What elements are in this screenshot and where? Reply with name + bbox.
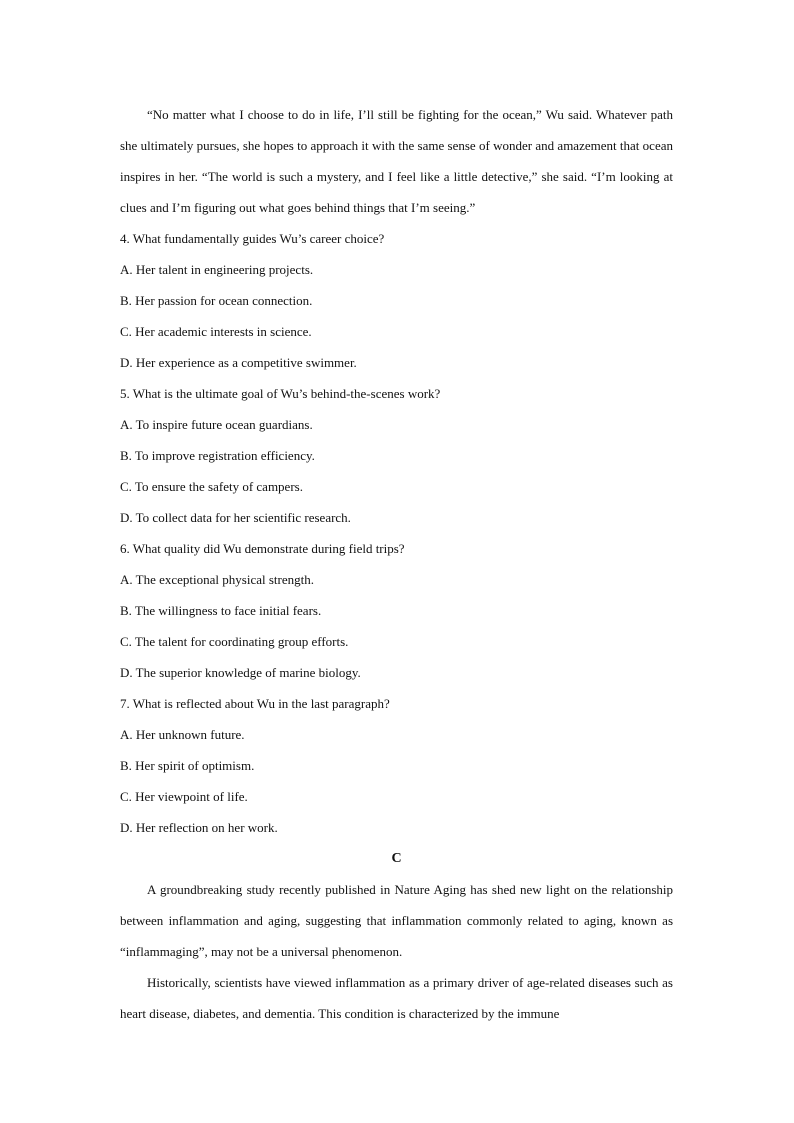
answer-option: C. Her viewpoint of life. — [120, 789, 248, 804]
answer-option: A. Her unknown future. — [120, 727, 245, 742]
question-stem: 4. What fundamentally guides Wu’s career choice? — [120, 231, 385, 246]
answer-option: A. Her talent in engineering projects. — [120, 262, 314, 277]
answer-option: D. Her experience as a competitive swimmer. — [120, 355, 357, 370]
question-block-4 — [120, 223, 673, 378]
answer-option: D. To collect data for her scientific research. — [120, 510, 351, 525]
answer-option: C. To ensure the safety of campers. — [120, 479, 303, 494]
question-block-6 — [120, 533, 673, 688]
question-block-5 — [120, 378, 673, 533]
answer-option: A. The exceptional physical strength. — [120, 572, 314, 587]
question-stem: 5. What is the ultimate goal of Wu’s behind-the-scenes work? — [120, 386, 441, 401]
answer-option: C. Her academic interests in science. — [120, 324, 312, 339]
answer-option: B. The willingness to face initial fears. — [120, 603, 322, 618]
section-c-paragraph-1: A groundbreaking study recently published in Nature Aging has shed new light on the relationship between inflammation and aging, suggesting that inflammation commonly related to aging, known as “inflammaging”, may not be a universal phenomenon. — [120, 882, 673, 959]
answer-option: C. The talent for coordinating group efforts. — [120, 634, 349, 649]
section-c-paragraph-2: Historically, scientists have viewed inflammation as a primary driver of age-related diseases such as heart disease, diabetes, and dementia. This condition is characterized by the immune — [120, 975, 673, 1021]
answer-option: B. Her passion for ocean connection. — [120, 293, 313, 308]
question-stem: 7. What is reflected about Wu in the last paragraph? — [120, 696, 390, 711]
answer-option: D. The superior knowledge of marine biology. — [120, 665, 361, 680]
passage-b-closing-paragraph: “No matter what I choose to do in life, I’ll still be fighting for the ocean,” Wu said. Whatever path she ultimately pursues, she hopes to approach it with the same sense of wonder and amazement that ocean inspires in her. “The world is such a mystery, and I feel like a little detective,” she said. “I’m looking at clues and I’m figuring out what goes behind things that I’m seeing.” — [120, 107, 673, 215]
question-stem: 6. What quality did Wu demonstrate during field trips? — [120, 541, 405, 556]
page-content — [120, 99, 673, 1029]
answer-option: B. To improve registration efficiency. — [120, 448, 315, 463]
answer-option: B. Her spirit of optimism. — [120, 758, 255, 773]
answer-option: D. Her reflection on her work. — [120, 820, 278, 835]
answer-option: A. To inspire future ocean guardians. — [120, 417, 313, 432]
section-heading-c: C — [391, 851, 402, 866]
question-block-7 — [120, 688, 673, 843]
